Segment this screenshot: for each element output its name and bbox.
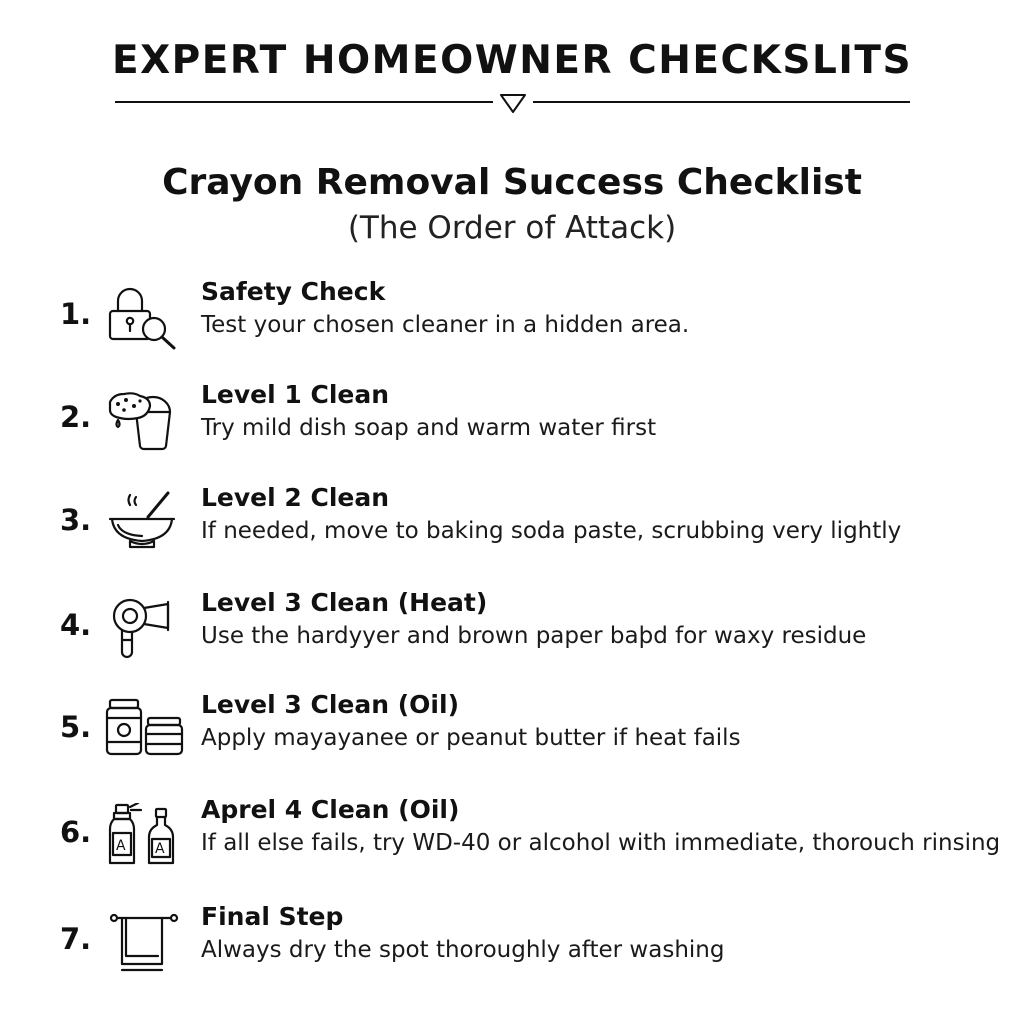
step-title: Level 1 Clean [201, 380, 390, 409]
step-title: Final Step [201, 902, 344, 931]
step-description: Try mild dish soap and warm water first [201, 415, 657, 441]
step-description: Test your chosen cleaner in a hidden area. [201, 312, 690, 338]
sponge-bucket-icon [104, 388, 184, 460]
step-title: Aprel 4 Clean (Oil) [201, 795, 460, 824]
step-title: Safety Check [201, 277, 386, 306]
icon-label-a: A [116, 838, 126, 854]
step-description: Use the hardyyer and brown paper baþd for waxy residue [201, 623, 867, 649]
checklist-step-5 [0, 690, 1024, 788]
step-title: Level 3 Clean (Heat) [201, 588, 488, 617]
hair-dryer-icon [104, 596, 184, 668]
step-title: Level 2 Clean [201, 483, 390, 512]
step-description: If needed, move to baking soda paste, scrubbing very lightly [201, 518, 902, 544]
checklist-step-6 [0, 795, 1024, 893]
padlock-magnifier-icon [104, 285, 184, 357]
spray-bottles-icon [104, 803, 184, 875]
checklist-step-3 [0, 483, 1024, 581]
title-divider [115, 90, 910, 114]
step-number: 4. [60, 608, 92, 642]
step-number: 7. [60, 922, 92, 956]
jars-icon [104, 698, 184, 770]
checklist-step-2 [0, 380, 1024, 478]
step-description: Apply mayayanee or peanut butter if heat fails [201, 725, 741, 751]
header-title: EXPERT HOMEOWNER CHECKSLITS [111, 38, 913, 83]
document-subtitle: (The Order of Attack) [347, 210, 677, 246]
step-number: 1. [60, 297, 92, 331]
icon-label-a: A [155, 841, 165, 857]
step-description: Always dry the spot thoroughly after washing [201, 937, 725, 963]
step-description: If all else fails, try WD-40 or alcohol with immediate, thorouch rinsing [201, 830, 1001, 856]
mixing-bowl-icon [104, 491, 184, 563]
checklist-step-4 [0, 588, 1024, 686]
document-title: Crayon Removal Success Checklist [162, 162, 862, 203]
step-title: Level 3 Clean (Oil) [201, 690, 459, 719]
step-number: 3. [60, 503, 92, 537]
checklist-step-1 [0, 277, 1024, 375]
step-number: 5. [60, 710, 92, 744]
towel-rack-icon [104, 910, 184, 982]
checklist-step-7 [0, 902, 1024, 1000]
step-number: 2. [60, 400, 92, 434]
step-number: 6. [60, 815, 92, 849]
